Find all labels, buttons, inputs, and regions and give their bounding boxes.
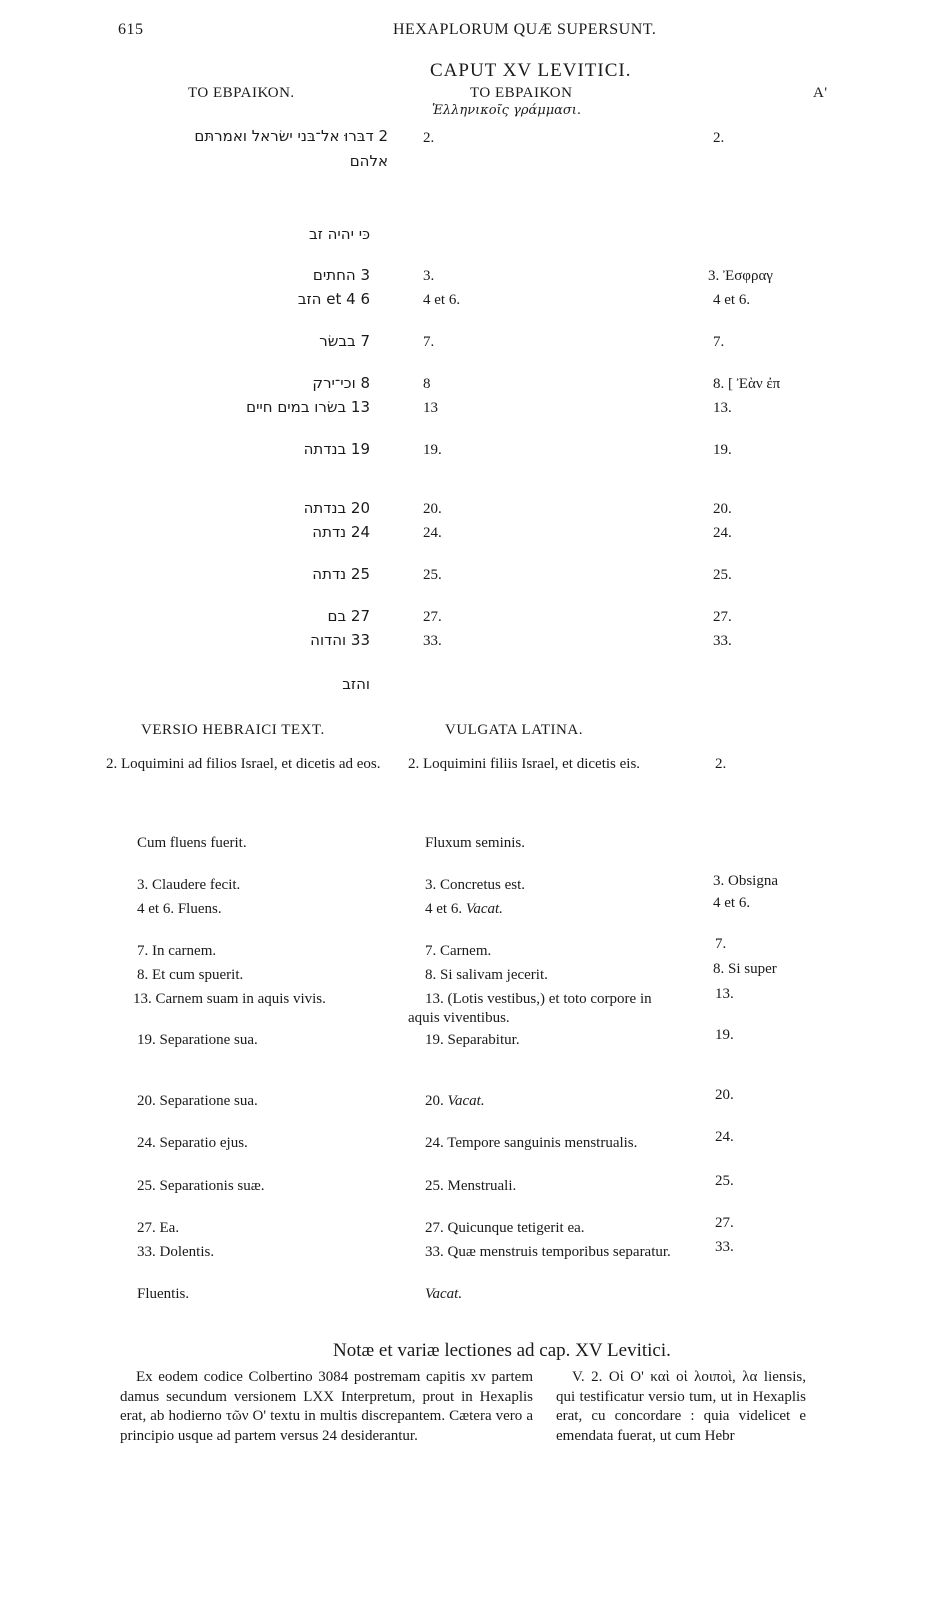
notes-left-paragraph: Ex eodem codice Colbertino 3084 postremam capitis xv partem damus secundum versionem LXX Interpretum, prout in Hexaplis erat, ab hodierno τῶν O' textu in multis discrepantem. Cætera vero a principio usque ad partem versus 24 desiderantur. xyxy=(120,1369,533,1444)
chapter-caption: CAPUT XV LEVITICI. xyxy=(430,60,632,81)
versio-entry: 13. Carnem suam in aquis vivis. xyxy=(133,991,326,1007)
column-title-aquila-cut: Α' xyxy=(813,85,828,101)
aquila-latin: 33. xyxy=(715,1239,734,1255)
versio-entry: 20. Separatione sua. xyxy=(137,1093,258,1109)
page-number: 615 xyxy=(118,21,144,38)
notes-title: Notæ et variæ lectiones ad cap. XV Levitici. xyxy=(333,1340,671,1361)
hebrew-line: 8 וכי־ירק xyxy=(312,374,370,392)
versio-entry: Fluentis. xyxy=(137,1286,190,1302)
vulgata-vacat: Vacat. xyxy=(465,901,503,917)
aquila-latin: 24. xyxy=(715,1129,734,1145)
hebrew-line: 13 בשׂרו במים חיים xyxy=(246,398,370,416)
versio-entry: 27. Ea. xyxy=(137,1220,180,1236)
aquila-verse: 25. xyxy=(713,567,732,583)
vulgata-entry: 24. Tempore sanguinis menstrualis. xyxy=(425,1135,638,1151)
hebrew-line: 6 et 4 הזב xyxy=(297,290,370,308)
aquila-verse: 7. xyxy=(713,334,725,350)
vulgata-entry-text: 20. xyxy=(425,1093,448,1109)
aquila-latin: 27. xyxy=(715,1215,734,1231)
vulgata-entry: 3. Concretus est. xyxy=(425,877,525,893)
hebrew-line: 3 החתים xyxy=(312,266,370,284)
greek-letters-verse: 7. xyxy=(423,334,435,350)
aquila-verse: 2. xyxy=(713,130,725,146)
column-title-greek-letters: ΤΟ ΕΒΡΑΙΚΟΝ xyxy=(470,85,573,101)
aquila-verse: 3. Ἐσφραγ xyxy=(708,268,773,284)
aquila-latin: 4 et 6. xyxy=(713,895,751,911)
aquila-verse: 13. xyxy=(713,400,732,416)
hebrew-line: 27 בם xyxy=(327,607,370,625)
greek-letters-verse: 3. xyxy=(423,268,435,284)
versio-entry: 4 et 6. Fluens. xyxy=(137,901,222,917)
greek-letters-verse: 25. xyxy=(423,567,442,583)
aquila-latin: 25. xyxy=(715,1173,734,1189)
hebrew-line: 7 בבשׂר xyxy=(319,332,370,350)
vulgata-entry: 25. Menstruali. xyxy=(425,1178,517,1194)
vulgata-entry xyxy=(425,900,503,919)
hebrew-line: 2 דבּרוּ אל־בּני ישׂראל ואמרתּם xyxy=(194,127,388,145)
versio-entry: 8. Et cum spuerit. xyxy=(137,967,244,983)
column-title-hebrew: ΤΟ ΕΒΡΑΙΚΟΝ. xyxy=(188,85,295,101)
hebrew-line: אלהם xyxy=(349,152,388,170)
vulgata-entry: 13. (Lotis vestibus,) et toto corpore in aquis viventibus. xyxy=(408,991,652,1026)
versio-entry: 19. Separatione sua. xyxy=(137,1032,258,1048)
hebrew-line: 24 נדתה xyxy=(312,523,370,541)
hebrew-line: 20 בנדתה xyxy=(303,499,370,517)
aquila-verse: 27. xyxy=(713,609,732,625)
greek-letters-verse: 27. xyxy=(423,609,442,625)
aquila-latin: 7. xyxy=(715,936,727,952)
vulgata-entry: 7. Carnem. xyxy=(425,943,492,959)
greek-letters-verse: 4 et 6. xyxy=(423,292,461,308)
aquila-latin: 19. xyxy=(715,1027,734,1043)
aquila-verse: 8. [ Ἐὰν ἐπ xyxy=(713,376,781,392)
vulgata-entry: 19. Separabitur. xyxy=(425,1032,520,1048)
greek-letters-verse: 24. xyxy=(423,525,442,541)
aquila-latin: 3. Obsigna xyxy=(713,873,778,889)
vulgata-entry xyxy=(425,1092,485,1111)
greek-letters-verse: 20. xyxy=(423,501,442,517)
aquila-latin: 13. xyxy=(715,986,734,1002)
vulgata-entry: Vacat. xyxy=(425,1286,463,1302)
aquila-latin: 2. xyxy=(715,756,727,772)
greek-letters-verse: 13 xyxy=(423,400,438,416)
versio-entry: 33. Dolentis. xyxy=(137,1244,215,1260)
column-subtitle-greek-letters: Ἑλληνικοῖς γράμμασι. xyxy=(432,103,582,118)
versio-entry: 3. Claudere fecit. xyxy=(137,877,241,893)
greek-letters-verse: 19. xyxy=(423,442,442,458)
hebrew-line: 33 והדוה xyxy=(310,631,370,649)
greek-letters-verse: 2. xyxy=(423,130,435,146)
hebrew-line: 25 נדתה xyxy=(312,565,370,583)
vulgata-entry: Fluxum seminis. xyxy=(425,835,526,851)
versio-entry: 24. Separatio ejus. xyxy=(137,1135,248,1151)
aquila-verse: 33. xyxy=(713,633,732,649)
vulgata-entry-text: 4 et 6. xyxy=(425,901,466,917)
hebrew-line: 19 בנדתה xyxy=(303,440,370,458)
aquila-verse: 4 et 6. xyxy=(713,292,751,308)
aquila-verse: 19. xyxy=(713,442,732,458)
versio-entry: 2. Loquimini ad filios Israel, et dicetis ad eos. xyxy=(106,756,381,772)
notes-right-paragraph: V. 2. Οἱ O' καὶ οἱ λοιποὶ, λα liensis, qui testificatur versio tum, ut in Hexaplis erat, cu concordare : quia videlicet e emendata fuerat, ut cum Hebr xyxy=(556,1369,806,1444)
aquila-latin: 20. xyxy=(715,1087,734,1103)
running-title: HEXAPLORUM QUÆ SUPERSUNT. xyxy=(393,21,657,38)
versio-header: VERSIO HEBRAICI TEXT. xyxy=(141,722,325,738)
aquila-verse: 24. xyxy=(713,525,732,541)
hebrew-line: כּי יהיה זב xyxy=(309,225,370,243)
vulgata-entry: 2. Loquimini filiis Israel, et dicetis eis. xyxy=(408,756,641,772)
versio-entry: 25. Separationis suæ. xyxy=(137,1178,265,1194)
vulgata-vacat: Vacat. xyxy=(447,1093,485,1109)
versio-entry: Cum fluens fuerit. xyxy=(137,835,247,851)
aquila-verse: 20. xyxy=(713,501,732,517)
vulgata-header: VULGATA LATINA. xyxy=(445,722,583,738)
vulgata-entry: 33. Quæ menstruis temporibus separatur. xyxy=(425,1244,671,1260)
aquila-latin: 8. Si super xyxy=(713,961,777,977)
vulgata-entry: 8. Si salivam jecerit. xyxy=(425,967,548,983)
versio-entry: 7. In carnem. xyxy=(137,943,217,959)
greek-letters-verse: 8 xyxy=(423,376,431,392)
hebrew-line: והזב xyxy=(342,675,370,693)
greek-letters-verse: 33. xyxy=(423,633,442,649)
vulgata-entry: 27. Quicunque tetigerit ea. xyxy=(425,1220,585,1236)
